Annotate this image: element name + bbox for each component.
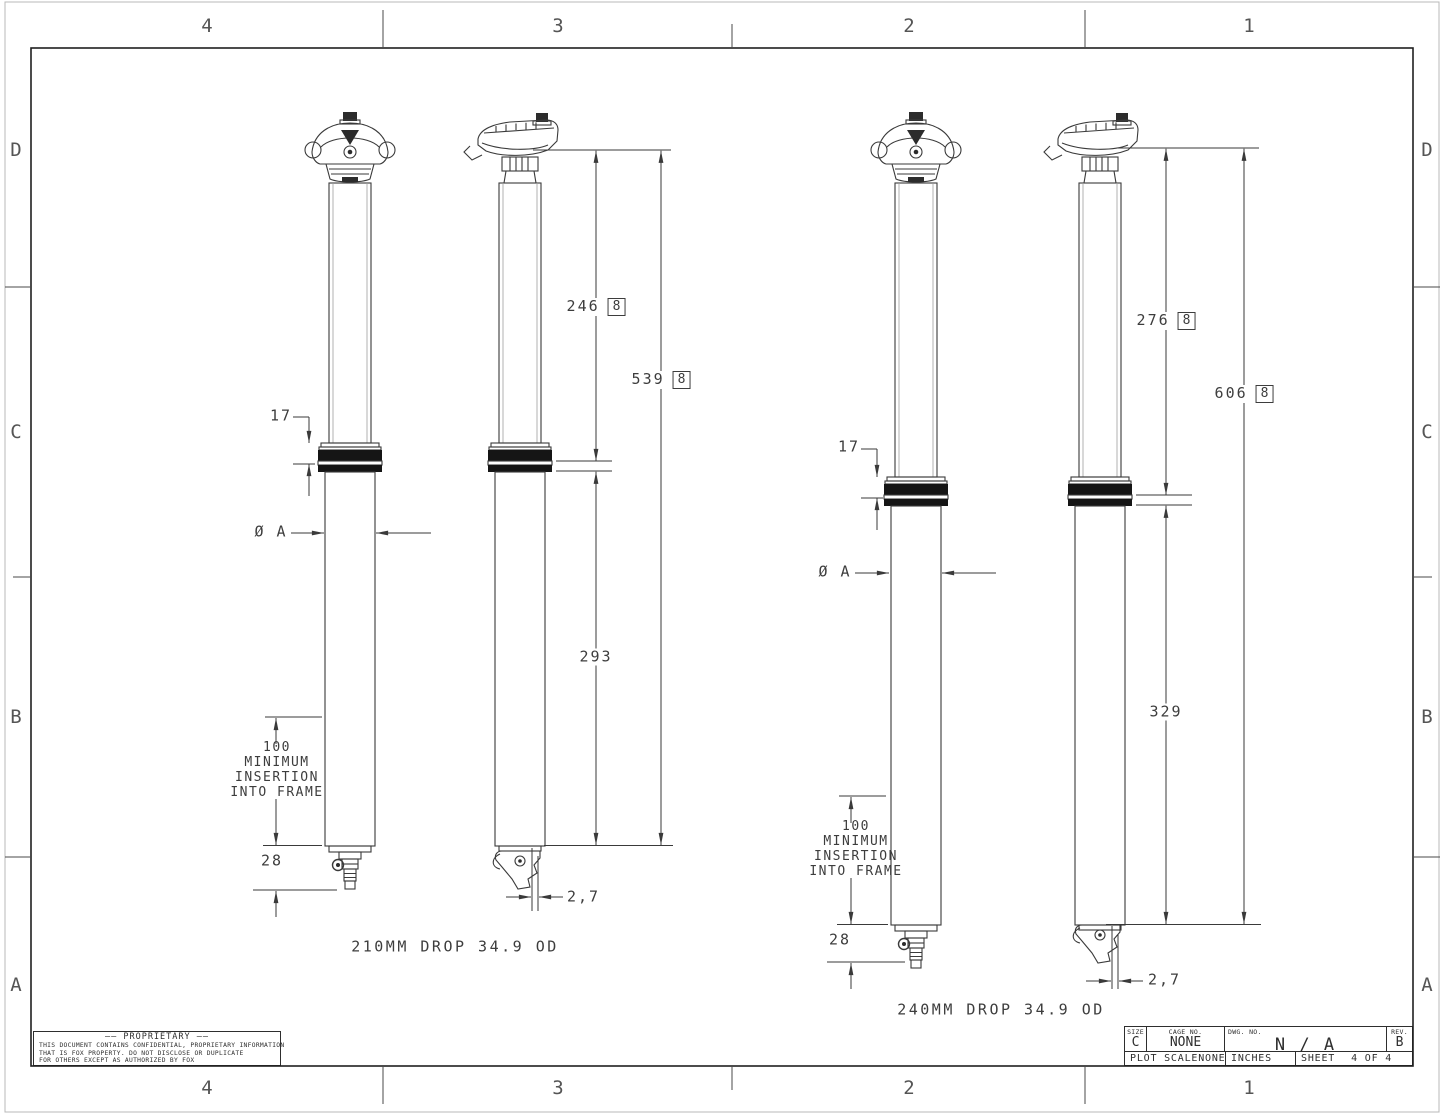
dim-overall-value-210: 539 [631,370,665,388]
insertion-note-240 [809,819,902,879]
zone-label-bottom-3: 3 [552,1077,564,1099]
insertion-note-240-line2: MINIMUM [823,834,889,849]
dim-offset-210: 2,7 [567,887,601,906]
insertion-note-240-line3: INSERTION [814,849,898,864]
dim-upper-length-210 [562,298,631,316]
zone-label-left-a: A [10,974,22,996]
dim-upper-value-240: 276 [1136,311,1170,329]
dim-collar-height-210: 17 [269,406,293,425]
zone-label-left-b: B [10,706,22,728]
size-label: SIZE [1127,1028,1144,1036]
dim-overall-length-240 [1210,385,1279,403]
zone-label-bottom-1: 1 [1243,1077,1255,1099]
dim-upper-value-210: 246 [566,297,600,315]
cage-value: NONE [1169,1035,1202,1050]
rev-value: B [1395,1035,1404,1050]
zone-label-right-b: B [1421,706,1433,728]
plot-scale-label: PLOT SCALE [1130,1053,1199,1064]
caption-240: 240MM DROP 34.9 OD [897,1000,1105,1019]
dim-lower-length-210: 293 [574,649,617,666]
proprietary-line3: FOR OTHERS EXCEPT AS AUTHORIZED BY FOX [39,1057,195,1065]
sheet-label: SHEET [1301,1053,1336,1064]
proprietary-title: —— PROPRIETARY —— [105,1032,209,1042]
dim-tail-length-240: 28 [828,930,852,949]
insertion-note-210-line1: 100 [263,740,291,755]
insertion-note-240-line4: INTO FRAME [809,864,903,879]
size-value: C [1131,1035,1140,1050]
dim-collar-height-240: 17 [837,437,861,456]
zone-label-bottom-4: 4 [201,1077,213,1099]
cage-label: CAGE NO. [1168,1028,1203,1036]
dwg-label: DWG. NO. [1228,1028,1262,1036]
dim-upper-flag-240: 8 [1178,312,1196,330]
dim-diameter-210: Ø A [254,522,288,541]
insertion-note-210-line3: INSERTION [235,770,319,785]
dim-upper-flag-210: 8 [608,298,626,316]
zone-label-top-3: 3 [552,15,564,37]
zone-label-left-c: C [10,421,22,443]
insertion-note-210 [230,740,323,800]
dwg-value: N / A [1274,1035,1337,1055]
zone-label-right-c: C [1421,421,1433,443]
dim-overall-flag-240: 8 [1256,385,1274,403]
dim-overall-length-210 [627,371,696,389]
zone-label-top-2: 2 [903,15,915,37]
zone-label-top-1: 1 [1243,15,1255,37]
zone-label-right-a: A [1421,974,1433,996]
dim-tail-length-210: 28 [260,851,284,870]
proprietary-line2: THAT IS FOX PROPERTY. DO NOT DISCLOSE OR DUPLICATE [39,1049,244,1057]
plot-scale-value: NONE [1198,1053,1226,1064]
zone-label-bottom-2: 2 [903,1077,915,1099]
zone-label-left-d: D [10,139,22,161]
insertion-note-210-line4: INTO FRAME [230,785,324,800]
sheet-value: 4 OF 4 [1351,1053,1393,1064]
rev-label: REV. [1391,1028,1408,1036]
insertion-note-210-line2: MINIMUM [244,755,310,770]
dim-lower-length-240: 329 [1144,704,1187,721]
zone-label-top-4: 4 [201,15,213,37]
dim-upper-length-240 [1132,312,1201,330]
caption-210: 210MM DROP 34.9 OD [351,937,559,956]
zone-label-right-d: D [1421,139,1433,161]
dim-diameter-240: Ø A [818,562,852,581]
dim-offset-240: 2,7 [1148,970,1182,989]
proprietary-line1: THIS DOCUMENT CONTAINS CONFIDENTIAL, PROPRIETARY INFORMATION [39,1042,285,1049]
dim-overall-flag-210: 8 [673,371,691,389]
dim-overall-value-240: 606 [1214,384,1248,402]
insertion-note-240-line1: 100 [842,819,870,834]
units-value: INCHES [1231,1053,1272,1064]
